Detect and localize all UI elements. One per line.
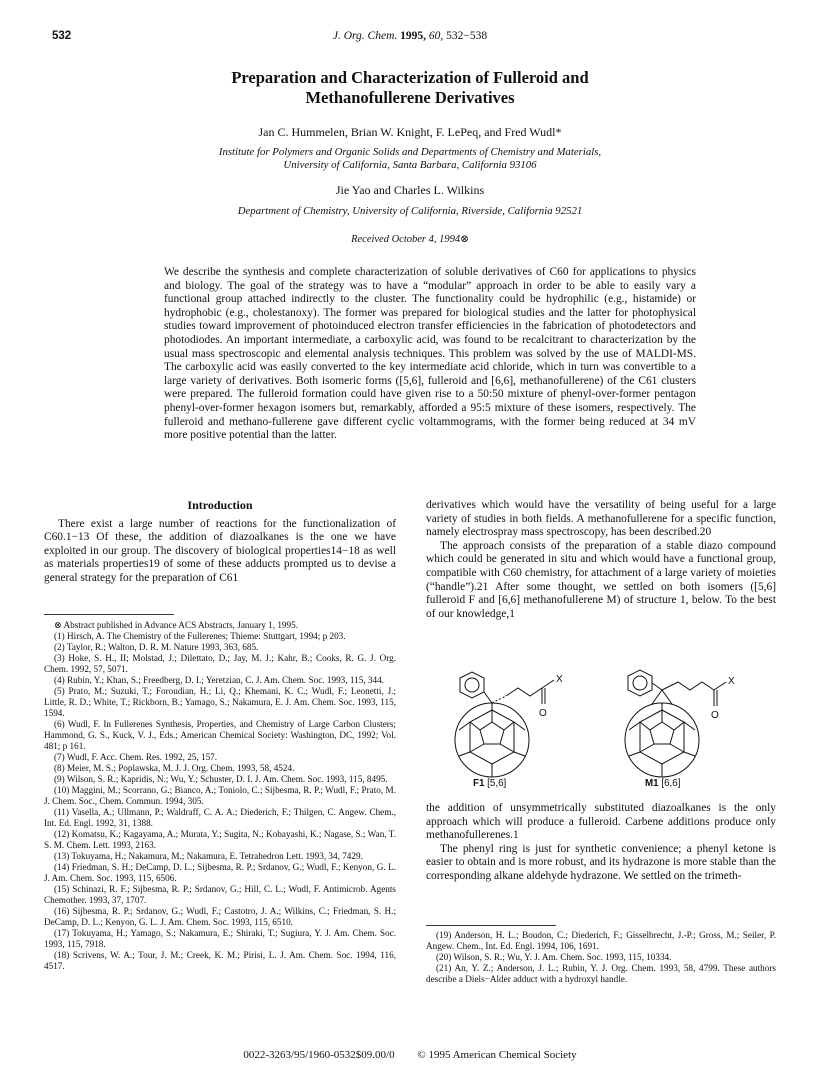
abstract: We describe the synthesis and complete characterization of soluble derivatives of C60 for applications to physics and biology. The goal of the strategy was to have a “modular” approach in order to be able to easily vary a functional group attached indirectly to the cluster. The functionality could be hydrophilic (e.g., histamide) or hydrophobic (e.g., cholestanoxy). The former was prepared for biological studies and the latter for photophysical studies toward improvement of photoinduced electron transfer efficiencies in the fabrication of photodetectors and photodiodes. An important intermediate, a carboxylic acid, was found to be recalcitrant to characterization by the usual mass spectroscopic and elemental analysis techniques. This problem was solved by the use of MALDI-MS. The carboxylic acid was easily converted to the key intermediate acid chloride, which in turn was convertible to a large variety of derivatives. Both isomeric forms ([5,6], fulleroid and [6,6], methanofullerene) of the C61 clusters were prepared. The fulleroid formation could have given rise to a 50:50 mixture of phenyl-over-former pentagon phenyl-over-former hexagon isomers but, remarkably, afforded a 95:5 mixture of these isomers, respectively. The fulleroid and methano-fullerene gave different cyclic voltammograms, with the former being reduced at 34 mV more positive potential than the latter. [164, 266, 696, 442]
figure-label-f1 [473, 778, 506, 789]
footnote: (4) Rubin, Y.; Khan, S.; Freedberg, D. I.; Yeretzian, C. J. Am. Chem. Soc. 1993, 115, 344. [54, 675, 384, 685]
introduction-heading: Introduction [187, 498, 253, 512]
title-line-1: Preparation and Characterization of Fulleroid and [231, 68, 589, 87]
footnote: (13) Tokuyama, H.; Nakamura, M.; Nakamura, E. Tetrahedron Lett. 1993, 34, 7429. [54, 851, 363, 861]
footnote: (18) Scrivens, W. A.; Tour, J. M.; Creek, K. M.; Pirisi, L. J. Am. Chem. Soc. 1994, 116, 4517. [44, 950, 396, 971]
title-line-2: Methanofullerene Derivatives [305, 88, 515, 107]
figure-label-f1-ring: [5,6] [487, 778, 507, 789]
right-column [426, 499, 776, 621]
structure-1-figure [430, 660, 776, 778]
page-footer [0, 1049, 820, 1061]
received-date: Received October 4, 1994⊗ [351, 234, 469, 245]
substituent-x-label: X [556, 674, 563, 685]
figure-label-m1-ring: [6,6] [661, 778, 681, 789]
right-paragraph-1: derivatives which would have the versatility of being useful for a large variety of studies in both fields. A methanofullerene for a specific function, namely electrospray mass spectroscopy, has been described.20 [426, 499, 776, 539]
substituent-x-label: X [728, 676, 735, 687]
introduction-paragraph: There exist a large number of reactions for the functionalization of C60.1−13 Of these, the addition of diazoalkanes is the one we have exploited in our group. The discovery of biological properties14−18 as well as materials properties19 of some of these adducts prompted us to devise a general strategy for the preparation of C61 [44, 517, 396, 584]
footnote: (2) Taylor, R.; Walton, D. R. M. Nature 1993, 363, 685. [54, 642, 259, 652]
issn-code: 0022-3263/95/1960-0532$09.00/0 [243, 1049, 395, 1061]
figure-label-m1 [645, 778, 680, 789]
figure-label-m1-compound: M1 [645, 778, 659, 789]
footnote: (5) Prato, M.; Suzuki, T.; Foroudian, H.; Li, Q.; Khemani, K. C.; Wudl, F.; Leonetti, J.; Little, R. D.; White, T.; Rickborn, B.; Yamago, S.; Nakamura, E. J. Am. Chem. Soc. 1993, 115, 1594. [44, 686, 396, 718]
right-paragraph-4: The phenyl ring is just for synthetic convenience; a phenyl ketone is easier to obtain and is more robust, and its hydrazone is more stable than the corresponding alkane aldehyde hydrazone. We settled on the trimeth- [426, 842, 776, 882]
footnote-rule-right [426, 925, 556, 926]
footnote: (14) Friedman, S. H.; DeCamp, D. L.; Sijbesma, R. P.; Srdanov, G.; Wudl, F.; Kenyon, G. L. J. Am. Chem. Soc. 1993, 115, 6506. [44, 862, 396, 883]
footnote: (17) Tokuyama, H.; Yamago, S.; Nakamura, E.; Shiraki, T.; Sugiura, Y. J. Am. Chem. Soc. 1993, 115, 7918. [44, 928, 396, 949]
footnote-rule-left [44, 614, 174, 615]
affiliation-1-line-1: Institute for Polymers and Organic Solids and Departments of Chemistry and Materials, [218, 146, 602, 158]
footnote: (1) Hirsch, A. The Chemistry of the Fullerenes; Thieme: Stuttgart, 1994; p 203. [54, 631, 346, 641]
journal-citation [52, 30, 768, 42]
footnote: (10) Maggini, M.; Scorrano, G.; Bianco, A.; Toniolo, C.; Sijbesma, R. P.; Wudl, F.; Prato, M. J. Chem. Soc., Chem. Commun. 1994, 305. [44, 785, 396, 806]
journal-pages: 532−538 [446, 30, 488, 42]
methanofullerene-structure [625, 670, 726, 777]
affiliation-1-line-2: University of California, Santa Barbara, California 93106 [283, 159, 537, 171]
running-head [52, 30, 768, 46]
phenyl-ring [628, 670, 652, 696]
left-column [44, 499, 396, 586]
footnote: (21) An, Y. Z.; Anderson, J. L.; Rubin, Y. J. Org. Chem. 1993, 58, 4799. These authors describe a Diels−Alder adduct with a hydroxyl handle. [426, 963, 776, 984]
page-number: 532 [52, 30, 72, 42]
footnote: ⊗ Abstract published in Advance ACS Abstracts, January 1, 1995. [54, 620, 298, 630]
footnote: (8) Meier, M. S.; Poplawska, M. J. J. Org. Chem. 1993, 58, 4524. [54, 763, 295, 773]
footnote: (6) Wudl, F. In Fullerenes Synthesis, Properties, and Chemistry of Large Carbon Clusters; Hammond, G. S., Kuck, V. J., Eds.; American Chemical Society: Washington, DC, 1992; Vol. 481; p 161. [44, 719, 396, 751]
affiliation-2: Department of Chemistry, University of California, Riverside, California 92521 [237, 205, 583, 217]
affiliation-1 [90, 146, 730, 172]
footnote: (11) Vasella, A.; Ullmann, P.; Waldraff, C. A. A.; Diederich, F.; Thilgen, C. Angew. Chem., Int. Ed. Engl. 1992, 31, 1388. [44, 807, 396, 828]
journal-year: 1995, [400, 30, 427, 42]
authors-group-1: Jan C. Hummelen, Brian W. Knight, F. LePeq, and Fred Wudl* [258, 125, 562, 139]
authors-group-2: Jie Yao and Charles L. Wilkins [335, 183, 485, 197]
right-column-continued [426, 802, 776, 884]
article-title [100, 68, 720, 108]
fulleroid-structure [455, 672, 554, 777]
oxygen-label: O [539, 708, 547, 719]
oxygen-label: O [711, 710, 719, 721]
copyright: © 1995 American Chemical Society [417, 1049, 577, 1061]
footnote: (19) Anderson, H. L.; Boudon, C.; Diederich, F.; Gisselbrecht, J.-P.; Gross, M.; Seiler, P. Angew. Chem., Int. Ed. Engl. 1994, 106, 1691. [426, 930, 776, 951]
footnotes-right [426, 930, 776, 985]
footnote: (3) Hoke, S. H., II; Molstad, J.; Dilettato, D.; Jay, M. J.; Kahr, B.; Cooks, R. G. J. Org. Chem. 1992, 57, 5071. [44, 653, 396, 674]
right-paragraph-2: The approach consists of the preparation of a stable diazo compound which could be generated in situ and which would have a functional group, compatible with C60 chemistry, for attachment of a large variety of moieties (“handle”).21 After some thought, we settled on both isomers ([5,6] fulleroid F and [6,6] methanofullerene M) of structure 1, below. To the best of our knowledge,1 [426, 539, 776, 620]
phenyl-ring [460, 672, 484, 698]
journal-name: J. Org. Chem. [332, 30, 398, 42]
footnote: (9) Wilson, S. R.; Kapridis, N.; Wu, Y.; Schuster, D. I. J. Am. Chem. Soc. 1993, 115, 8495. [54, 774, 388, 784]
figure-label-f1-compound: F1 [473, 778, 485, 789]
footnote: (12) Komatsu, K.; Kagayama, A.; Murata, Y.; Sugita, N.; Kobayashi, K.; Nagase, S.; Wan, T. S. M. Chem. Lett. 1993, 2163. [44, 829, 396, 850]
footnote: (16) Sijbesma, R. P.; Srdanov, G.; Wudl, F.; Castotro, J. A.; Wilkins, C.; Friedman, S. H.; DeCamp, D. L.; Kenyon, G. L. J. Am. Chem. Soc. 1993, 115, 6510. [44, 906, 396, 927]
footnote: (15) Schinazi, R. F.; Sijbesma, R. P.; Srdanov, G.; Hill, C. L.; Wudl, F. Antimicrob. Agents Chemother. 1993, 37, 1707. [44, 884, 396, 905]
footnote: (20) Wilson, S. R.; Wu, Y. J. Am. Chem. Soc. 1993, 115, 10334. [436, 952, 672, 962]
footnote: (7) Wudl, F. Acc. Chem. Res. 1992, 25, 157. [54, 752, 218, 762]
right-paragraph-3: the addition of unsymmetrically substituted diazoalkanes is the only approach which will produce a fulleroid. Carbene additions produce only methanofullerenes.1 [426, 802, 776, 842]
footnotes-left [44, 620, 396, 972]
journal-volume: 60, [428, 30, 444, 42]
